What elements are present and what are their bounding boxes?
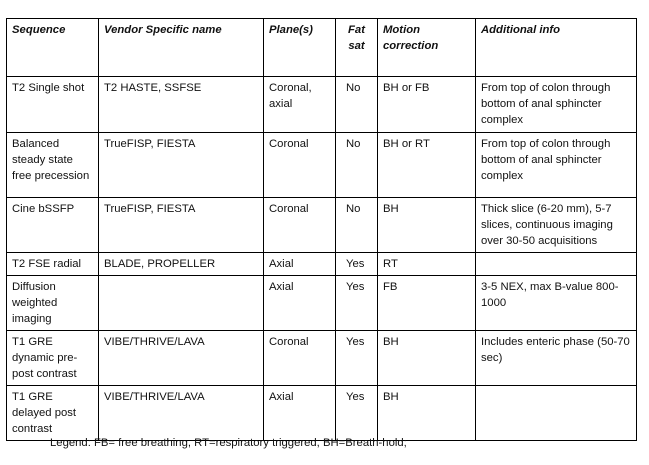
table-row (7, 276, 637, 331)
cell-planes: Coronal (264, 198, 336, 253)
cell-vendor: TrueFISP, FIESTA (99, 198, 264, 253)
cell-info: From top of colon through bottom of anal sphincter complex (476, 133, 637, 198)
cell-planes: Axial (264, 276, 336, 331)
cell-vendor: VIBE/THRIVE/LAVA (99, 386, 264, 441)
cell-info: Thick slice (6-20 mm), 5-7 slices, continuous imaging over 30-50 acquisitions (476, 198, 637, 253)
table-row (7, 331, 637, 386)
header-info: Additional info (476, 19, 637, 77)
cell-motion: BH or RT (378, 133, 476, 198)
cell-vendor: VIBE/THRIVE/LAVA (99, 331, 264, 386)
cell-info: 3-5 NEX, max B-value 800-1000 (476, 276, 637, 331)
header-motion: Motion correction (378, 19, 476, 77)
cell-fat-sat: Yes (336, 386, 378, 441)
cell-sequence: T2 FSE radial (7, 253, 99, 276)
cell-fat-sat: No (336, 198, 378, 253)
cell-fat-sat: Yes (336, 276, 378, 331)
cell-vendor (99, 276, 264, 331)
cell-sequence: T1 GRE delayed post contrast (7, 386, 99, 441)
table-row (7, 133, 637, 198)
cell-vendor: BLADE, PROPELLER (99, 253, 264, 276)
cell-planes: Coronal (264, 331, 336, 386)
cell-info (476, 386, 637, 441)
cell-motion: BH (378, 331, 476, 386)
cell-planes: Coronal (264, 133, 336, 198)
cell-fat-sat: No (336, 77, 378, 133)
cell-vendor: T2 HASTE, SSFSE (99, 77, 264, 133)
legend-text: Legend: FB= free breathing, RT=respiratory triggered, BH=Breath-hold; (50, 437, 407, 449)
cell-planes: Coronal, axial (264, 77, 336, 133)
header-vendor: Vendor Specific name (99, 19, 264, 77)
cell-planes: Axial (264, 386, 336, 441)
cell-fat-sat: Yes (336, 253, 378, 276)
table-header-row (7, 19, 637, 77)
cell-fat-sat: Yes (336, 331, 378, 386)
table-row (7, 253, 637, 276)
cell-vendor: TrueFISP, FIESTA (99, 133, 264, 198)
cell-sequence: Cine bSSFP (7, 198, 99, 253)
table-row (7, 386, 637, 441)
cell-sequence: T1 GRE dynamic pre-post contrast (7, 331, 99, 386)
header-sequence: Sequence (7, 19, 99, 77)
sequence-table (6, 18, 637, 441)
cell-motion: FB (378, 276, 476, 331)
cell-info (476, 253, 637, 276)
table-row (7, 77, 637, 133)
cell-motion: RT (378, 253, 476, 276)
cell-motion: BH (378, 386, 476, 441)
header-planes: Plane(s) (264, 19, 336, 77)
table-row (7, 198, 637, 253)
cell-planes: Axial (264, 253, 336, 276)
cell-motion: BH or FB (378, 77, 476, 133)
cell-sequence: T2 Single shot (7, 77, 99, 133)
cell-sequence: Diffusion weighted imaging (7, 276, 99, 331)
cell-motion: BH (378, 198, 476, 253)
cell-info: Includes enteric phase (50-70 sec) (476, 331, 637, 386)
header-fat-sat: Fat sat (336, 19, 378, 77)
cell-info: From top of colon through bottom of anal sphincter complex (476, 77, 637, 133)
cell-fat-sat: No (336, 133, 378, 198)
cell-sequence: Balanced steady state free precession (7, 133, 99, 198)
